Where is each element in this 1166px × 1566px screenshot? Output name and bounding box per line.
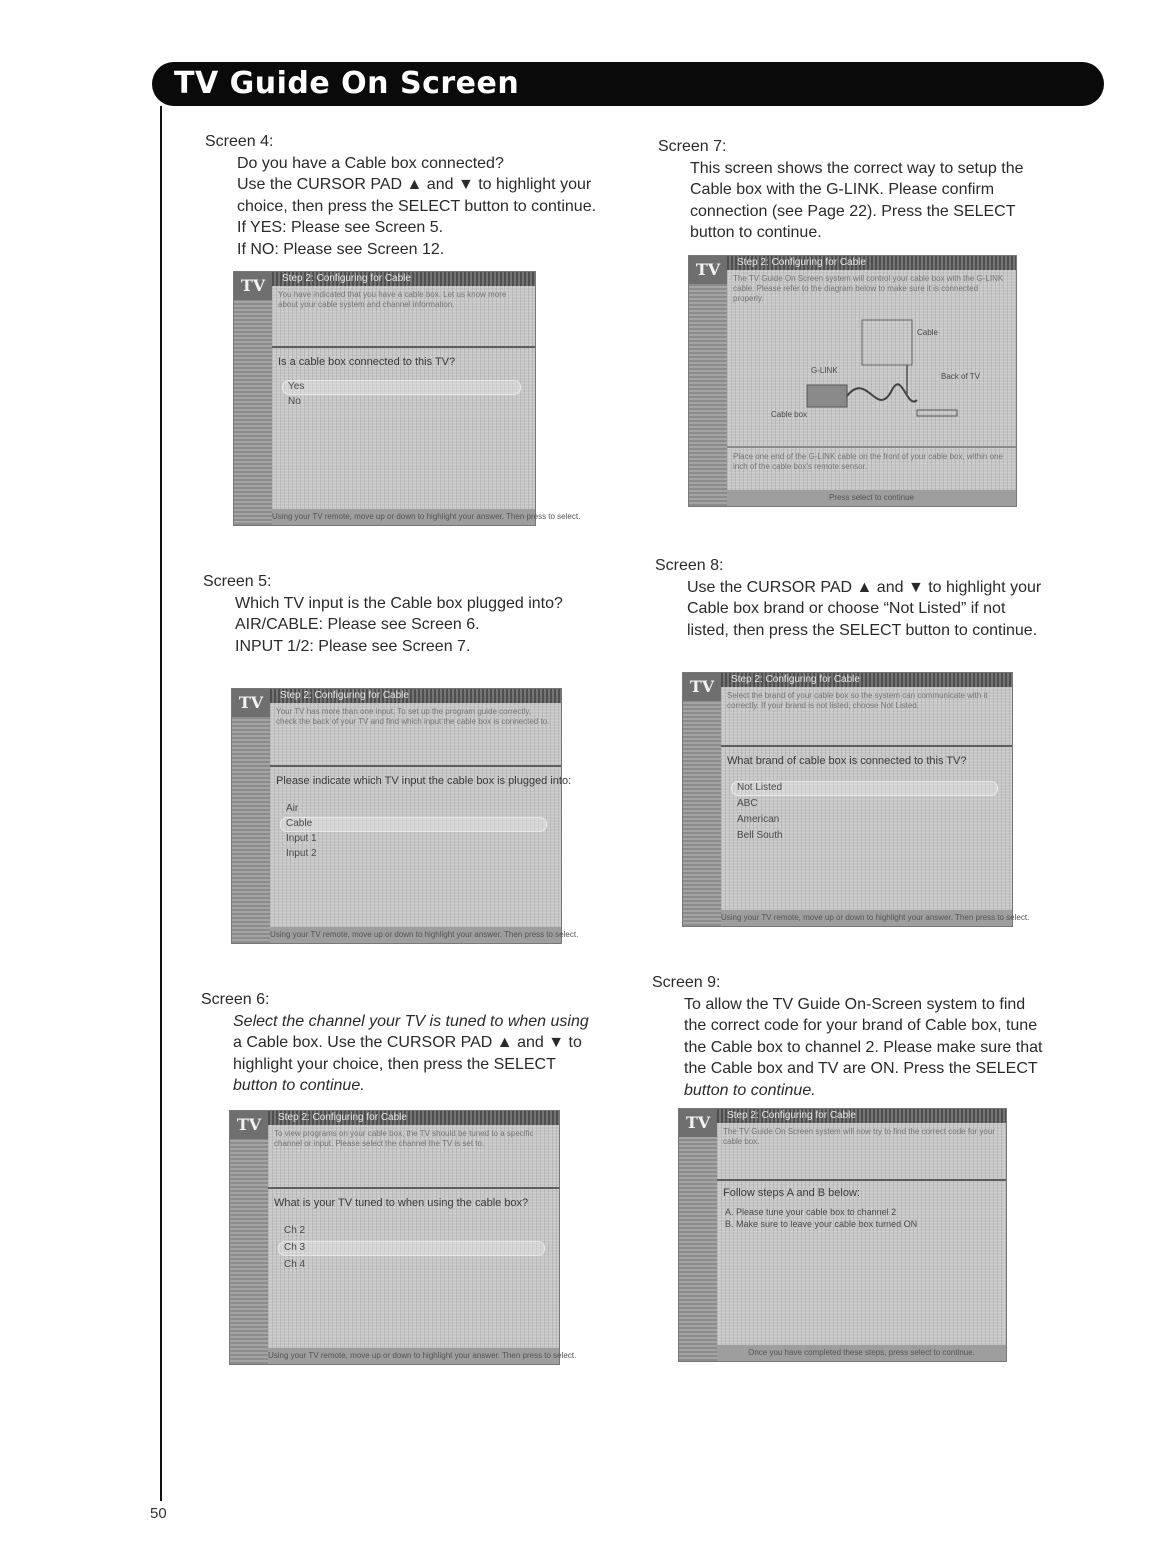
tv-screen-option: Input 1: [286, 833, 317, 844]
tv-guide-logo: TV: [679, 1109, 717, 1137]
tv-screen-option: Ch 3: [284, 1242, 306, 1253]
tv-guide-sidebar: [230, 1111, 269, 1364]
tv-guide-sidebar: [689, 256, 728, 506]
tv-screen-footer: Using your TV remote, move up or down to highlight your answer. Then press to select.: [721, 910, 1012, 926]
screen-7-description: [658, 136, 1023, 244]
screen-9-line: the correct code for your brand of Cable box, tune: [684, 1017, 1038, 1034]
diagram-label: Cable box: [771, 410, 808, 419]
left-margin-rule: [160, 106, 162, 1501]
tv-guide-sidebar: [679, 1109, 718, 1361]
tv-screen-question: What is your TV tuned to when using the cable box?: [274, 1197, 529, 1209]
page-number: 50: [150, 1505, 167, 1522]
screen-5-line: AIR/CABLE: Please see Screen 6.: [235, 616, 480, 633]
screen-9-line: the Cable box to channel 2. Please make sure that: [684, 1038, 1043, 1056]
tv-screen-selection-highlight: [278, 1241, 545, 1256]
tv-screen-option: Yes: [288, 381, 305, 392]
tv-screen-titlebar: Step 2: Configuring for Cable: [717, 1109, 1006, 1123]
tv-screen-titlebar: Step 2: Configuring for Cable: [272, 272, 535, 286]
screen-4-line: If NO: Please see Screen 12.: [237, 240, 445, 258]
screen-9-line: button to continue.: [684, 1081, 816, 1099]
tv-screen-footer: Once you have completed these steps, press select to continue.: [717, 1345, 1006, 1361]
tv-screen-divider: [268, 1187, 559, 1189]
screen-6-line: Select the channel your TV is tuned to when using: [233, 1012, 589, 1030]
tv-screen-titlebar: Step 2: Configuring for Cable: [727, 256, 1016, 270]
tv-screen-info: To view programs on your cable box, the TV should be tuned to a specific channel or input. Please select the channel the TV is set to.: [274, 1129, 534, 1148]
screen-8-description: [655, 555, 1041, 641]
tv-screen-option: Input 2: [286, 848, 317, 859]
tv-screen-info: The TV Guide On Screen system will control your cable box with the G-LINK cable. Please refer to the diagram below to make sure it is connected properly.: [733, 274, 1004, 303]
screen-8-line: Use the CURSOR PAD ▲ and ▼ to highlight your: [687, 578, 1042, 596]
tv-screen-option: Cable: [286, 818, 313, 829]
tv-screen-divider: [270, 765, 561, 767]
screen-7-heading: Screen 7:: [658, 138, 727, 155]
screen-5-heading: Screen 5:: [203, 573, 272, 590]
screen-7-line: connection (see Page 22). Press the SELECT: [690, 202, 1016, 220]
tv-screen-option: B. Make sure to leave your cable box turned ON: [725, 1219, 918, 1229]
diagram-label: G-LINK: [811, 366, 838, 375]
tv-screen-option: No: [288, 396, 301, 407]
screen-6-line: button to continue.: [233, 1077, 365, 1094]
screen-6-heading: Screen 6:: [201, 991, 270, 1008]
tv-screen-info: Your TV has more than one input. To set up the program guide correctly, check the back of your TV and find which input the cable box is connected to.: [276, 707, 550, 726]
tv-guide-logo: TV: [234, 272, 272, 300]
tv-screen-info: Select the brand of your cable box so the system can communicate with it correctly. If your brand is not listed, choose Not Listed.: [727, 691, 988, 710]
tv-screen-content: [727, 270, 1016, 506]
page-title: TV Guide On Screen: [174, 66, 520, 101]
tv-screen-footer: Using your TV remote, move up or down to highlight your answer. Then press to select.: [270, 927, 561, 943]
tv-screen-info: You have indicated that you have a cable box. Let us know more about your cable system and channel information.: [278, 290, 507, 309]
tv-screen-footer: Press select to continue: [727, 490, 1016, 506]
screen-4-line: Use the CURSOR PAD ▲ and ▼ to highlight your: [237, 176, 592, 193]
tv-screen-content: [717, 1123, 1006, 1361]
tv-screen-option: Not Listed: [737, 782, 783, 793]
tv-screen-divider: [272, 346, 535, 348]
screen-6-line: highlight your choice, then press the SELECT: [233, 1055, 556, 1073]
tv-guide-logo: TV: [232, 689, 270, 717]
tv-guide-logo: TV: [230, 1111, 268, 1139]
screen-7-image: [688, 255, 1017, 507]
tv-screen-instructions: Place one end of the G-LINK cable on the front of your cable box, within one inch of the cable box's remote sensor.: [733, 452, 1003, 471]
tv-guide-sidebar: [232, 689, 271, 943]
screen-6-line: a Cable box. Use the CURSOR PAD ▲ and ▼ to: [233, 1034, 582, 1051]
screen-4-line: choice, then press the SELECT button to continue.: [237, 197, 597, 215]
screen-9-line: the Cable box and TV are ON. Press the SELECT: [684, 1060, 1038, 1077]
screen-8-line: Cable box brand or choose “Not Listed” if not: [687, 600, 1006, 617]
screen-4-line: Do you have a Cable box connected?: [237, 154, 504, 172]
screen-6-image: [229, 1110, 577, 1365]
tv-guide-sidebar: [234, 272, 273, 525]
tv-screen-content: [270, 703, 572, 943]
screen-7-line: Cable box with the G-LINK. Please confirm: [690, 181, 995, 198]
page-header: [152, 62, 1104, 106]
screen-8-image: [682, 672, 1030, 927]
tv-guide-sidebar: [683, 673, 722, 926]
screen-5-image: [231, 688, 579, 944]
tv-screen-option: Ch 2: [284, 1225, 306, 1236]
screen-4-line: If YES: Please see Screen 5.: [237, 219, 444, 236]
screen-5-description: [203, 571, 563, 657]
tv-screen-content: [721, 687, 1012, 926]
tv-screen-content: [268, 1125, 559, 1364]
tv-screen-selection-highlight: [282, 380, 521, 395]
tv-screen-titlebar: Step 2: Configuring for Cable: [721, 673, 1012, 687]
screen-4-image: [233, 271, 581, 526]
tv-screen-option: American: [737, 814, 780, 825]
tv-screen-divider: [727, 446, 1016, 448]
tv-screen-question: Is a cable box connected to this TV?: [278, 356, 456, 368]
tv-screen-option: A. Please tune your cable box to channel 2: [725, 1207, 897, 1217]
tv-guide-logo: TV: [683, 673, 721, 701]
tv-screen-divider: [717, 1179, 1006, 1181]
screen-7-line: button to continue.: [690, 224, 822, 241]
tv-screen-titlebar: Step 2: Configuring for Cable: [268, 1111, 559, 1125]
tv-screen-footer: Using your TV remote, move up or down to highlight your answer. Then press to select.: [268, 1348, 559, 1364]
diagram-label: Back of TV: [941, 372, 980, 381]
tv-screen-footer: Using your TV remote, move up or down to highlight your answer. Then press to select.: [272, 509, 535, 525]
screen-5-line: INPUT 1/2: Please see Screen 7.: [235, 637, 471, 655]
screen-4-heading: Screen 4:: [205, 133, 274, 150]
screen-6-description: [201, 989, 589, 1097]
tv-screen-option: Bell South: [737, 830, 783, 841]
screen-9-heading: Screen 9:: [652, 974, 721, 991]
tv-screen-question: What brand of cable box is connected to this TV?: [727, 755, 967, 767]
tv-guide-logo: TV: [689, 256, 727, 284]
tv-screen-option: Air: [286, 803, 299, 814]
tv-screen-content: [272, 286, 535, 525]
diagram-label: Cable: [917, 328, 938, 337]
screen-4-description: [205, 131, 596, 260]
screen-8-line: listed, then press the SELECT button to continue.: [687, 621, 1038, 639]
back-of-tv-shape: [862, 320, 912, 365]
screen-9-description: [652, 972, 1042, 1101]
screen-7-line: This screen shows the correct way to setup the: [690, 159, 1024, 177]
screen-9-line: To allow the TV Guide On-Screen system to find: [684, 995, 1026, 1013]
tv-screen-titlebar: Step 2: Configuring for Cable: [270, 689, 561, 703]
tv-screen-question: Follow steps A and B below:: [723, 1187, 860, 1199]
tv-screen-option: ABC: [737, 798, 758, 809]
tv-screen-option: Ch 4: [284, 1259, 306, 1270]
screen-5-line: Which TV input is the Cable box plugged into?: [235, 594, 563, 612]
screen-8-heading: Screen 8:: [655, 557, 724, 574]
tv-screen-selection-highlight: [280, 817, 547, 832]
tv-input-shape: [917, 410, 957, 416]
tv-screen-divider: [721, 745, 1012, 747]
cable-box-shape: [807, 385, 847, 407]
screen-9-image: [678, 1108, 1007, 1362]
tv-screen-question: Please indicate which TV input the cable box is plugged into:: [276, 775, 572, 787]
tv-screen-info: The TV Guide On Screen system will now try to find the correct code for your cable box.: [723, 1127, 995, 1146]
